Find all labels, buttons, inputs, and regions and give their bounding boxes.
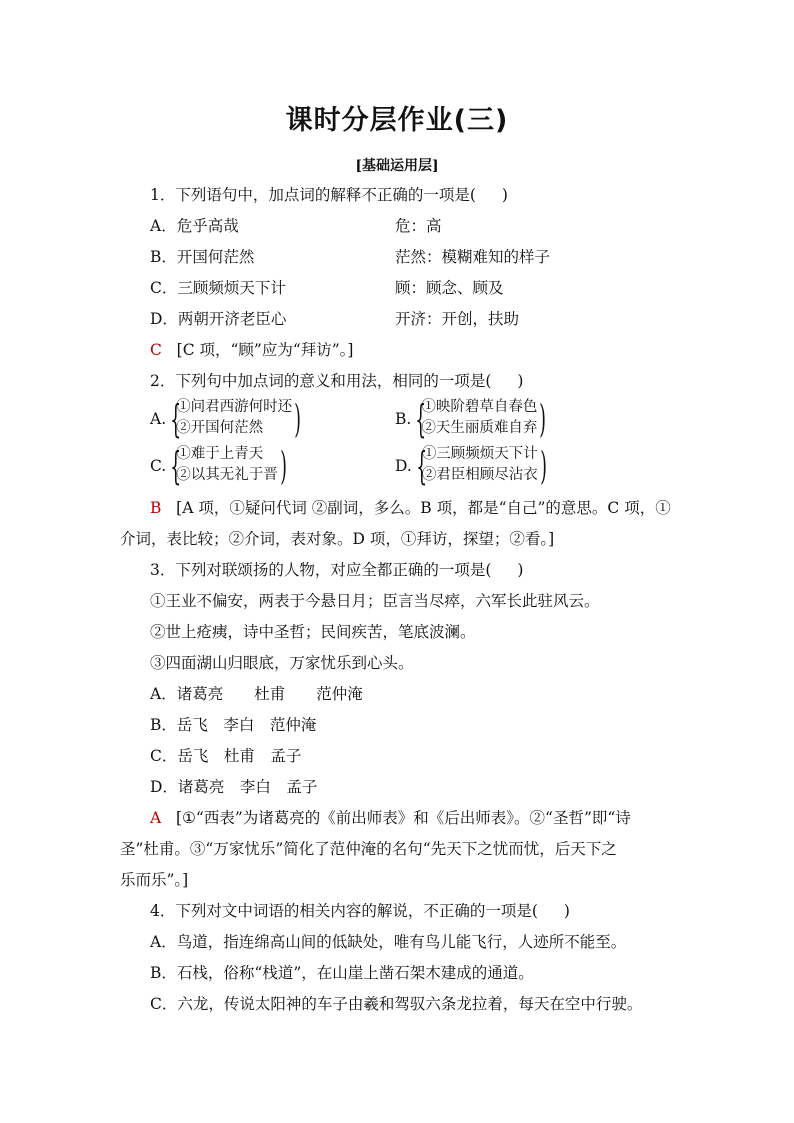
q1-answer-letter: C	[150, 341, 162, 359]
q1-option-c: C．三顾频烦天下计	[150, 279, 286, 297]
question-3-stem: 3．下列对联颂扬的人物，对应全都正确的一项是( )	[150, 561, 524, 579]
question-2-stem: 2．下列句中加点词的意义和用法，相同的一项是( )	[150, 372, 524, 390]
q1-option-b: B．开国何茫然	[150, 248, 255, 266]
q3-option-a: A．诸葛亮 杜甫 范仲淹	[150, 685, 363, 703]
q3-couplet-1: ①王业不偏安，两表于今悬日月；臣言当尽瘁，六军长此驻风云。	[150, 592, 600, 610]
question-1-stem: 1．下列语句中，加点词的解释不正确的一项是( )	[150, 186, 508, 204]
q3-couplet-2: ②世上疮痍，诗中圣哲；民间疾苦，笔底波澜。	[150, 623, 476, 641]
q3-answer-letter: A	[150, 809, 162, 827]
q2-option-d: D. { ①三顾频烦天下计 ②君臣相顾尽沾衣 )	[395, 444, 547, 488]
q2-option-a: A. { ①问君西游何时还 ②开国何茫然 )	[150, 397, 301, 441]
q1-option-a-gloss: 危：高	[395, 217, 442, 235]
question-4-stem: 4．下列对文中词语的相关内容的解说，不正确的一项是( )	[150, 902, 570, 920]
q1-option-d-gloss: 开济：开创，扶助	[395, 310, 520, 328]
q2-answer: B [A 项，①疑问代词 ②副词，多么。B 项，都是“自己”的意思。C 项，①	[150, 499, 671, 517]
q2-answer-letter: B	[150, 499, 162, 517]
q3-option-d: D．诸葛亮 李白 孟子	[150, 778, 318, 796]
q4-option-b: B．石栈，俗称“栈道”，在山崖上凿石架木建成的通道。	[150, 964, 534, 982]
section-heading: [基础运用层]	[355, 158, 439, 174]
q3-explain-cont-2: 乐而乐”。]	[120, 871, 189, 889]
q3-explain-cont-1: 圣”杜甫。③“万家忧乐”简化了范仲淹的名句“先天下之忧而忧，后天下之	[120, 840, 617, 858]
q3-option-c: C．岳飞 杜甫 孟子	[150, 747, 302, 765]
q1-answer: C [C 项，“顾”应为“拜访”。]	[150, 341, 354, 359]
q4-option-c: C．六龙，传说太阳神的车子由羲和驾驭六条龙拉着，每天在空中行驶。	[150, 995, 643, 1013]
q3-option-b: B．岳飞 李白 范仲淹	[150, 716, 317, 734]
q1-option-b-gloss: 茫然：模糊难知的样子	[395, 248, 551, 266]
q1-option-c-gloss: 顾：顾念、顾及	[395, 279, 504, 297]
page-title: 课时分层作业(三)	[285, 105, 509, 136]
q2-option-b: B. { ①映阶碧草自春色 ②天生丽质难自弃 )	[395, 397, 547, 441]
q2-explain-cont: 介词，表比较；②介词，表对象。D 项，①拜访，探望；②看。]	[120, 530, 555, 548]
q1-option-a: A．危乎高哉	[150, 217, 239, 235]
q3-couplet-3: ③四面湖山归眼底，万家忧乐到心头。	[150, 654, 414, 672]
q1-option-d: D．两朝开济老臣心	[150, 310, 287, 328]
q2-option-c: C. { ①难于上青天 ②以其无礼于晋 )	[150, 444, 287, 488]
q4-option-a: A．鸟道，指连绵高山间的低缺处，唯有鸟儿能飞行，人迹所不能至。	[150, 933, 627, 951]
q3-answer: A [①“西表”为诸葛亮的《前出师表》和《后出师表》。②“圣哲”即“诗	[150, 809, 631, 827]
